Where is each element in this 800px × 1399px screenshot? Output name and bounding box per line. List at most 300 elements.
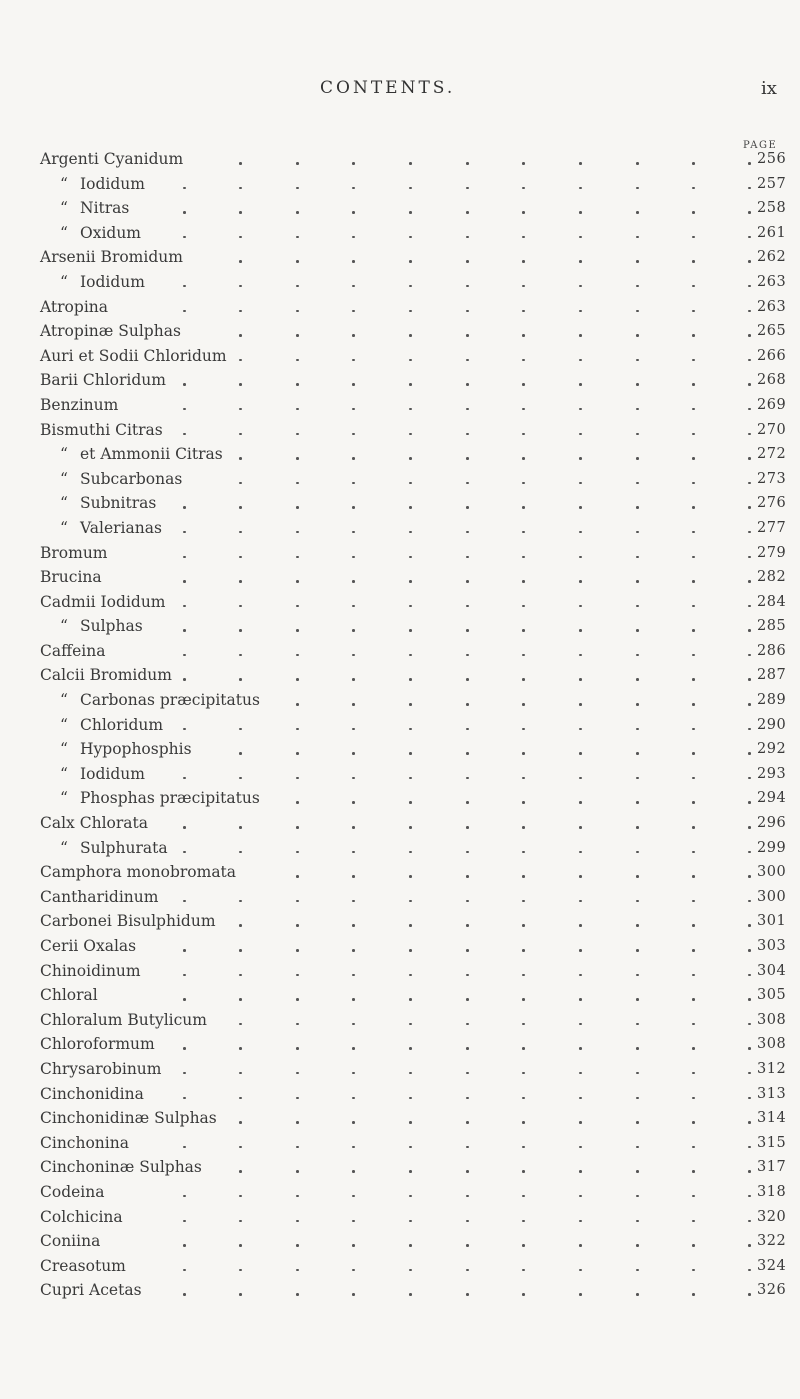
leader-dot [522, 1195, 525, 1198]
leader-dot [183, 236, 186, 239]
entry-name: Subnitras [80, 494, 157, 513]
entry-page-number: 279 [757, 544, 787, 561]
entry-title [40, 811, 148, 836]
leader-dot [352, 285, 355, 288]
leader-dot [239, 433, 242, 436]
leader-dot [352, 334, 355, 337]
leader-dot [636, 703, 639, 706]
leader-dot [748, 359, 751, 362]
leader-dot [579, 998, 582, 1001]
leader-dot [296, 334, 299, 337]
leader-dot [409, 900, 412, 903]
leader-dot [296, 777, 299, 780]
entry-name: Cinchonina [40, 1133, 129, 1152]
toc-entry [0, 467, 800, 492]
entry-page-number: 287 [757, 667, 787, 684]
toc-entry [0, 860, 800, 885]
leader-dot [636, 383, 639, 386]
leader-dot [352, 433, 355, 436]
leader-dot [748, 777, 751, 780]
leader-dot [352, 654, 355, 657]
entry-page-number: 276 [757, 495, 787, 512]
entry-name: Oxidum [80, 223, 142, 242]
leader-dot [352, 629, 355, 632]
leader-dot [466, 1269, 469, 1272]
toc-entry [0, 270, 800, 295]
leader-dot [296, 728, 299, 731]
entry-title [60, 196, 129, 221]
ditto-mark: “ [60, 617, 68, 636]
leader-dot [352, 1146, 355, 1149]
leader-dot [239, 900, 242, 903]
leader-dot [296, 285, 299, 288]
ditto-mark: “ [60, 518, 68, 537]
leader-dot [692, 1047, 695, 1050]
toc-entry [0, 541, 800, 566]
entry-title [60, 516, 162, 541]
leader-dot [579, 900, 582, 903]
leader-dot [239, 1269, 242, 1272]
leader-dot [522, 482, 525, 485]
leader-dot [579, 1170, 582, 1173]
toc-entry [0, 1057, 800, 1082]
entry-title [40, 663, 172, 688]
leader-dot [579, 924, 582, 927]
leader-dot [636, 531, 639, 534]
page-title: CONTENTS. [320, 78, 456, 98]
entry-title [60, 786, 260, 811]
leader-dot [466, 1097, 469, 1100]
leader-dot [466, 1121, 469, 1124]
leader-dot [409, 408, 412, 411]
leader-dot [466, 1195, 469, 1198]
leader-dot [692, 728, 695, 731]
leader-dot [692, 211, 695, 214]
leader-dot [748, 974, 751, 977]
leader-dot [522, 236, 525, 239]
leader-dot [409, 1293, 412, 1296]
leader-dot [692, 556, 695, 559]
leader-dot [466, 433, 469, 436]
leader-dot [409, 629, 412, 632]
leader-dot [466, 826, 469, 829]
leader-dot [692, 826, 695, 829]
leader-dot [748, 1121, 751, 1124]
leader-dot [409, 777, 412, 780]
leader-dot [352, 359, 355, 362]
toc-entry [0, 1082, 800, 1107]
leader-dot [466, 285, 469, 288]
entry-title [40, 1106, 217, 1131]
entry-title [40, 1180, 104, 1205]
leader-dot [409, 924, 412, 927]
leader-dot [522, 605, 525, 608]
leader-dot [636, 1170, 639, 1173]
leader-dot [636, 728, 639, 731]
ditto-mark: “ [60, 272, 68, 291]
leader-dot [352, 187, 355, 190]
leader-dot [352, 1097, 355, 1100]
entry-page-number: 265 [757, 323, 787, 340]
leader-dot [466, 162, 469, 165]
leader-dot [239, 1023, 242, 1026]
entry-page-number: 315 [757, 1134, 787, 1151]
leader-dot [579, 506, 582, 509]
leader-dot [409, 556, 412, 559]
entry-page-number: 292 [757, 741, 787, 758]
leader-dot [352, 801, 355, 804]
leader-dot [522, 457, 525, 460]
entry-name: Cerii Oxalas [40, 937, 137, 955]
leader-dot [296, 506, 299, 509]
leader-dot [748, 629, 751, 632]
entry-page-number: 258 [757, 200, 787, 217]
leader-dot [352, 875, 355, 878]
entry-name: Iodidum [80, 272, 145, 291]
leader-dot [352, 605, 355, 608]
leader-dot [579, 1072, 582, 1075]
entry-title [40, 1155, 202, 1180]
toc-entry [0, 614, 800, 639]
entry-title [40, 295, 108, 320]
leader-dot [296, 1097, 299, 1100]
leader-dot [692, 1072, 695, 1075]
leader-dot [522, 703, 525, 706]
leader-dot [239, 1170, 242, 1173]
leader-dot [748, 310, 751, 313]
entry-page-number: 304 [757, 962, 787, 979]
entry-name: Brucina [40, 568, 102, 587]
leader-dot [409, 998, 412, 1001]
leader-dot [522, 310, 525, 313]
leader-dot [579, 777, 582, 780]
leader-dot [692, 777, 695, 780]
leader-dot [692, 924, 695, 927]
leader-dot [352, 1170, 355, 1173]
leader-dot [239, 359, 242, 362]
leader-dot [296, 605, 299, 608]
leader-dot [352, 752, 355, 755]
leader-dot [352, 777, 355, 780]
leader-dot [183, 556, 186, 559]
leader-dot [636, 801, 639, 804]
dot-leader [0, 639, 800, 664]
leader-dot [239, 654, 242, 657]
leader-dot [636, 580, 639, 583]
leader-dot [522, 408, 525, 411]
leader-dot [748, 851, 751, 854]
leader-dot [579, 875, 582, 878]
leader-dot [352, 826, 355, 829]
leader-dot [748, 236, 751, 239]
leader-dot [466, 678, 469, 681]
leader-dot [183, 433, 186, 436]
toc-entry [0, 1155, 800, 1180]
toc-entry [0, 196, 800, 221]
toc-entry [0, 442, 800, 467]
leader-dot [466, 1293, 469, 1296]
leader-dot [409, 949, 412, 952]
leader-dot [409, 383, 412, 386]
leader-dot [466, 974, 469, 977]
entry-page-number: 326 [757, 1282, 787, 1299]
leader-dot [183, 187, 186, 190]
entry-title [60, 221, 141, 246]
toc-entry [0, 1032, 800, 1057]
entry-page-number: 289 [757, 692, 787, 709]
entry-page-number: 282 [757, 569, 787, 586]
entry-page-number: 268 [757, 372, 787, 389]
leader-dot [409, 359, 412, 362]
leader-dot [522, 1146, 525, 1149]
leader-dot [352, 236, 355, 239]
leader-dot [636, 629, 639, 632]
leader-dot [296, 162, 299, 165]
entry-title [60, 762, 145, 787]
leader-dot [466, 1146, 469, 1149]
toc-entry [0, 688, 800, 713]
leader-dot [636, 506, 639, 509]
leader-dot [296, 1121, 299, 1124]
leader-dot [466, 752, 469, 755]
leader-dot [692, 1121, 695, 1124]
leader-dot [748, 1244, 751, 1247]
leader-dot [239, 974, 242, 977]
entry-name: Bismuthi Citras [40, 420, 163, 439]
entry-title [40, 860, 236, 885]
leader-dot [579, 1121, 582, 1124]
leader-dot [239, 1244, 242, 1247]
leader-dot [296, 1244, 299, 1247]
leader-dot [748, 924, 751, 927]
leader-dot [636, 851, 639, 854]
entry-page-number: 257 [757, 175, 787, 192]
leader-dot [579, 531, 582, 534]
leader-dot [748, 482, 751, 485]
leader-dot [692, 678, 695, 681]
dot-leader [0, 393, 800, 418]
leader-dot [636, 949, 639, 952]
leader-dot [239, 851, 242, 854]
entry-page-number: 301 [757, 913, 787, 930]
entry-page-number: 317 [757, 1159, 787, 1176]
leader-dot [522, 801, 525, 804]
ditto-mark: “ [60, 494, 68, 513]
leader-dot [579, 556, 582, 559]
leader-dot [522, 211, 525, 214]
leader-dot [409, 1195, 412, 1198]
leader-dot [296, 1047, 299, 1050]
entry-name: Creasotum [40, 1256, 126, 1275]
leader-dot [466, 1072, 469, 1075]
leader-dot [692, 900, 695, 903]
leader-dot [352, 1244, 355, 1247]
ditto-mark: “ [60, 691, 68, 710]
leader-dot [692, 1220, 695, 1223]
leader-dot [522, 998, 525, 1001]
leader-dot [579, 1293, 582, 1296]
leader-dot [352, 974, 355, 977]
leader-dot [183, 777, 186, 780]
leader-dot [296, 1170, 299, 1173]
leader-dot [239, 383, 242, 386]
leader-dot [692, 531, 695, 534]
leader-dot [183, 1097, 186, 1100]
leader-dot [239, 556, 242, 559]
leader-dot [239, 777, 242, 780]
leader-dot [748, 826, 751, 829]
leader-dot [748, 654, 751, 657]
leader-dot [692, 851, 695, 854]
leader-dot [466, 605, 469, 608]
leader-dot [352, 1195, 355, 1198]
leader-dot [579, 826, 582, 829]
entry-page-number: 266 [757, 347, 787, 364]
leader-dot [579, 162, 582, 165]
ditto-mark: “ [60, 740, 68, 759]
entry-name: Benzinum [40, 395, 119, 414]
leader-dot [636, 1293, 639, 1296]
leader-dot [579, 851, 582, 854]
leader-dot [239, 1097, 242, 1100]
leader-dot [409, 605, 412, 608]
entry-title [40, 934, 136, 959]
leader-dot [183, 531, 186, 534]
entry-page-number: 314 [757, 1110, 787, 1127]
leader-dot [692, 506, 695, 509]
entry-title [40, 909, 216, 934]
leader-dot [579, 678, 582, 681]
entry-page-number: 320 [757, 1208, 787, 1225]
entry-name: Phosphas præcipitatus [80, 789, 260, 808]
leader-dot [466, 801, 469, 804]
dot-leader [0, 1180, 800, 1205]
toc-entry [0, 885, 800, 910]
leader-dot [522, 654, 525, 657]
leader-dot [636, 1097, 639, 1100]
entry-page-number: 308 [757, 1036, 787, 1053]
leader-dot [239, 752, 242, 755]
leader-dot [466, 556, 469, 559]
leader-dot [748, 433, 751, 436]
leader-dot [239, 162, 242, 165]
leader-dot [183, 1072, 186, 1075]
entry-page-number: 284 [757, 593, 787, 610]
leader-dot [748, 728, 751, 731]
leader-dot [692, 580, 695, 583]
toc-entry [0, 737, 800, 762]
leader-dot [748, 162, 751, 165]
entry-page-number: 303 [757, 938, 787, 954]
leader-dot [522, 334, 525, 337]
leader-dot [409, 482, 412, 485]
leader-dot [352, 482, 355, 485]
leader-dot [748, 1072, 751, 1075]
leader-dot [636, 162, 639, 165]
leader-dot [579, 236, 582, 239]
toc-entry [0, 909, 800, 934]
leader-dot [239, 211, 242, 214]
toc-entry [0, 663, 800, 688]
entry-name: Auri et Sodii Chloridum [40, 346, 227, 365]
leader-dot [522, 678, 525, 681]
leader-dot [352, 998, 355, 1001]
leader-dot [466, 654, 469, 657]
entry-name: Valerianas [80, 518, 162, 537]
toc-entry [0, 516, 800, 541]
leader-dot [352, 924, 355, 927]
entry-page-number: 299 [757, 839, 787, 856]
toc-entry [0, 762, 800, 787]
toc-entry [0, 368, 800, 393]
leader-dot [466, 482, 469, 485]
leader-dot [352, 900, 355, 903]
entry-title [60, 442, 223, 467]
leader-dot [522, 433, 525, 436]
ditto-mark: “ [60, 715, 68, 734]
leader-dot [692, 1146, 695, 1149]
entry-page-number: 312 [757, 1060, 787, 1077]
leader-dot [579, 211, 582, 214]
leader-dot [409, 801, 412, 804]
leader-dot [636, 433, 639, 436]
leader-dot [692, 998, 695, 1001]
leader-dot [522, 1220, 525, 1223]
leader-dot [636, 777, 639, 780]
leader-dot [296, 949, 299, 952]
leader-dot [352, 1293, 355, 1296]
entry-page-number: 269 [757, 396, 787, 413]
leader-dot [522, 383, 525, 386]
leader-dot [352, 383, 355, 386]
leader-dot [692, 703, 695, 706]
leader-dot [183, 1293, 186, 1296]
leader-dot [579, 482, 582, 485]
leader-dot [579, 974, 582, 977]
toc-entry [0, 1205, 800, 1230]
leader-dot [239, 1220, 242, 1223]
leader-dot [296, 433, 299, 436]
leader-dot [748, 260, 751, 263]
leader-dot [183, 310, 186, 313]
leader-dot [466, 900, 469, 903]
contents-list [0, 147, 800, 1303]
leader-dot [183, 506, 186, 509]
leader-dot [748, 900, 751, 903]
leader-dot [522, 752, 525, 755]
leader-dot [522, 949, 525, 952]
leader-dot [296, 998, 299, 1001]
leader-dot [692, 752, 695, 755]
dot-leader [0, 565, 800, 590]
leader-dot [748, 334, 751, 337]
leader-dot [409, 433, 412, 436]
leader-dot [183, 1220, 186, 1223]
leader-dot [636, 1220, 639, 1223]
leader-dot [352, 556, 355, 559]
leader-dot [636, 1047, 639, 1050]
entry-name: Chinoidinum [40, 961, 141, 980]
leader-dot [466, 1220, 469, 1223]
leader-dot [692, 1195, 695, 1198]
leader-dot [522, 875, 525, 878]
entry-page-number: 263 [757, 273, 787, 290]
leader-dot [296, 900, 299, 903]
entry-page-number: 285 [757, 618, 787, 635]
leader-dot [692, 310, 695, 313]
entry-title [40, 393, 118, 418]
leader-dot [352, 703, 355, 706]
